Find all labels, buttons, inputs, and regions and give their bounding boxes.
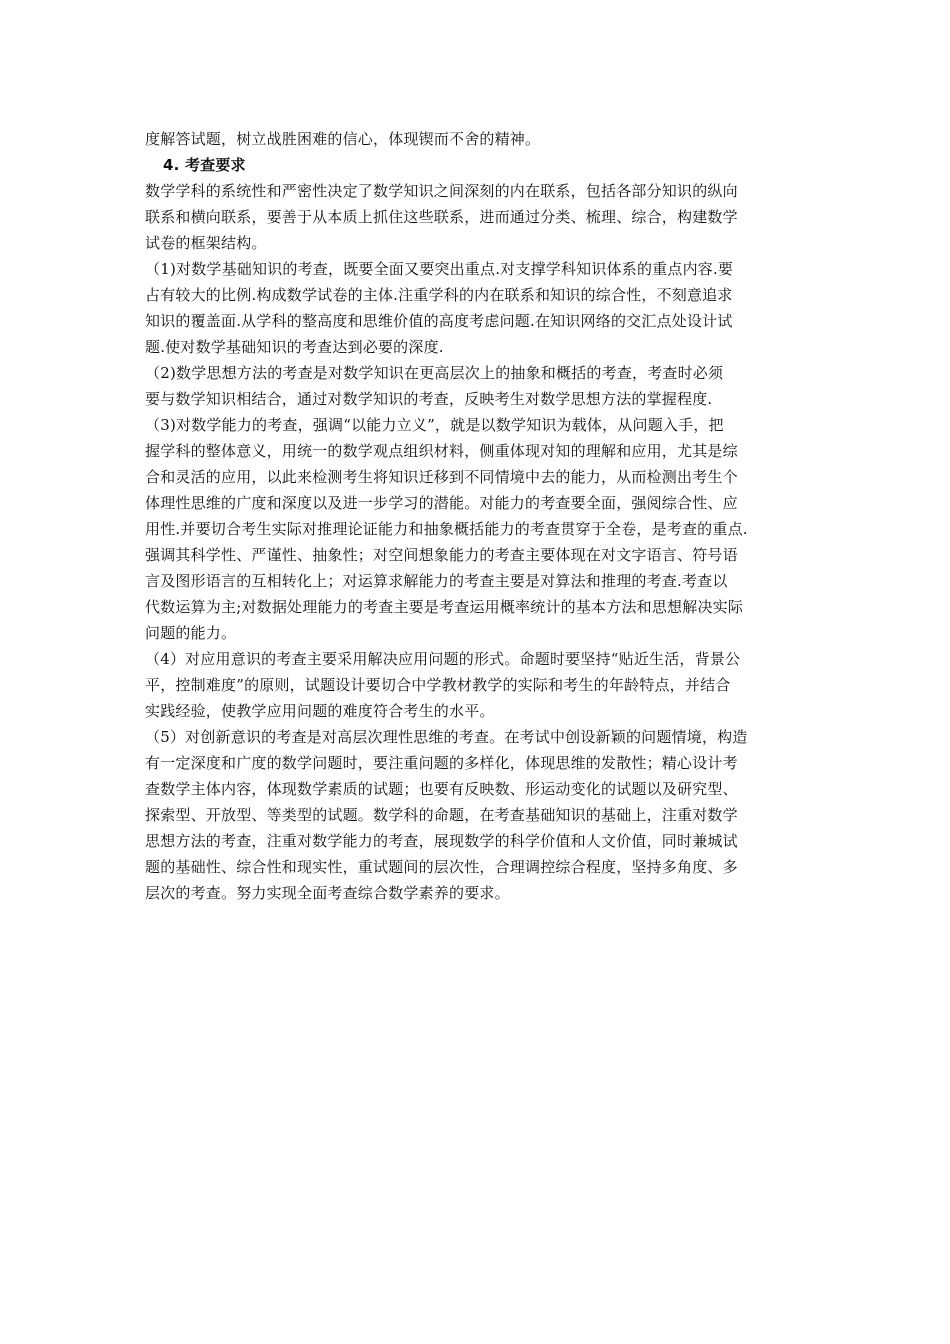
paragraph-line: 强调其科学性、严谨性、抽象性；对空间想象能力的考查主要体现在对文字语言、符号语 bbox=[145, 546, 738, 564]
paragraph-line: 用性.并要切合考生实际对推理论证能力和抽象概括能力的考查贯穿于全卷，是考查的重点. bbox=[145, 520, 748, 538]
document-body bbox=[145, 126, 815, 906]
paragraph-line: 层次的考查。努力实现全面考查综合数学素养的要求。 bbox=[145, 884, 510, 902]
paragraph-line: （1)对数学基础知识的考查，既要全面又要突出重点.对支撑学科知识体系的重点内容.要 bbox=[145, 260, 734, 278]
paragraph-line: 代数运算为主;对数据处理能力的考查主要是考查运用概率统计的基本方法和思想解决实际 bbox=[145, 598, 744, 616]
paragraph-line: 要与数学知识相结合，通过对数学知识的考查，反映考生对数学思想方法的掌握程度. bbox=[145, 390, 713, 408]
paragraph-line: 试卷的框架结构。 bbox=[145, 234, 267, 252]
paragraph-line: （3)对数学能力的考查，强调“以能力立义”，就是以数学知识为载体，从问题入手，把 bbox=[145, 416, 724, 434]
paragraph-line: 问题的能力。 bbox=[145, 624, 237, 642]
paragraph-line: 题的基础性、综合性和现实性，重试题间的层次性，合理调控综合程度，坚持多角度、多 bbox=[145, 858, 738, 876]
paragraph-line: 题.使对数学基础知识的考查达到必要的深度. bbox=[145, 338, 444, 356]
paragraph-line: 实践经验，使教学应用问题的难度符合考生的水平。 bbox=[145, 702, 495, 720]
paragraph-line: 有一定深度和广度的数学问题时，要注重问题的多样化，体现思维的发散性；精心设计考 bbox=[145, 754, 738, 772]
section-heading: 4. 考查要求 bbox=[163, 156, 246, 174]
paragraph-line: 平，控制难度”的原则，试题设计要切合中学教材教学的实际和考生的年龄特点，并结合 bbox=[145, 676, 731, 694]
paragraph-line: 握学科的整体意义，用统一的数学观点组织材料，侧重体现对知的理解和应用，尤其是综 bbox=[145, 442, 738, 460]
paragraph-line: 思想方法的考查，注重对数学能力的考查，展现数学的科学价值和人文价值，同时兼城试 bbox=[145, 832, 738, 850]
paragraph-line: （4）对应用意识的考查主要采用解决应用问题的形式。命题时要坚持“贴近生活，背景公 bbox=[145, 650, 741, 668]
paragraph-line: （5）对创新意识的考查是对高层次理性思维的考查。在考试中创设新颖的问题情境，构造 bbox=[145, 728, 748, 746]
paragraph-line: 言及图形语言的互相转化上；对运算求解能力的考查主要是对算法和推理的考查.考查以 bbox=[145, 572, 728, 590]
paragraph-line: 占有较大的比例.构成数学试卷的主体.注重学科的内在联系和知识的综合性，不刻意追求 bbox=[145, 286, 733, 304]
paragraph-line: 联系和横向联系，要善于从本质上抓住这些联系，进而通过分类、梳理、综合，构建数学 bbox=[145, 208, 738, 226]
paragraph-line: 查数学主体内容，体现数学素质的试题；也要有反映数、形运动变化的试题以及研究型、 bbox=[145, 780, 738, 798]
paragraph-line: 探索型、开放型、等类型的试题。数学科的命题，在考查基础知识的基础上，注重对数学 bbox=[145, 806, 738, 824]
paragraph-line: 体理性思维的广度和深度以及进一步学习的潜能。对能力的考查要全面，强阅综合性、应 bbox=[145, 494, 738, 512]
paragraph-line: 知识的覆盖面.从学科的整高度和思维价值的高度考虑问题.在知识网络的交汇点处设计试 bbox=[145, 312, 733, 330]
paragraph-line: 合和灵活的应用，以此来检测考生将知识迁移到不同情境中去的能力，从而检测出考生个 bbox=[145, 468, 738, 486]
paragraph-line: 数学学科的系统性和严密性决定了数学知识之间深刻的内在联系，包括各部分知识的纵向 bbox=[145, 182, 738, 200]
paragraph-line: （2)数学思想方法的考查是对数学知识在更高层次上的抽象和概括的考查，考查时必须 bbox=[145, 364, 724, 382]
paragraph-line: 度解答试题，树立战胜困难的信心，体现锲而不舍的精神。 bbox=[145, 130, 541, 148]
